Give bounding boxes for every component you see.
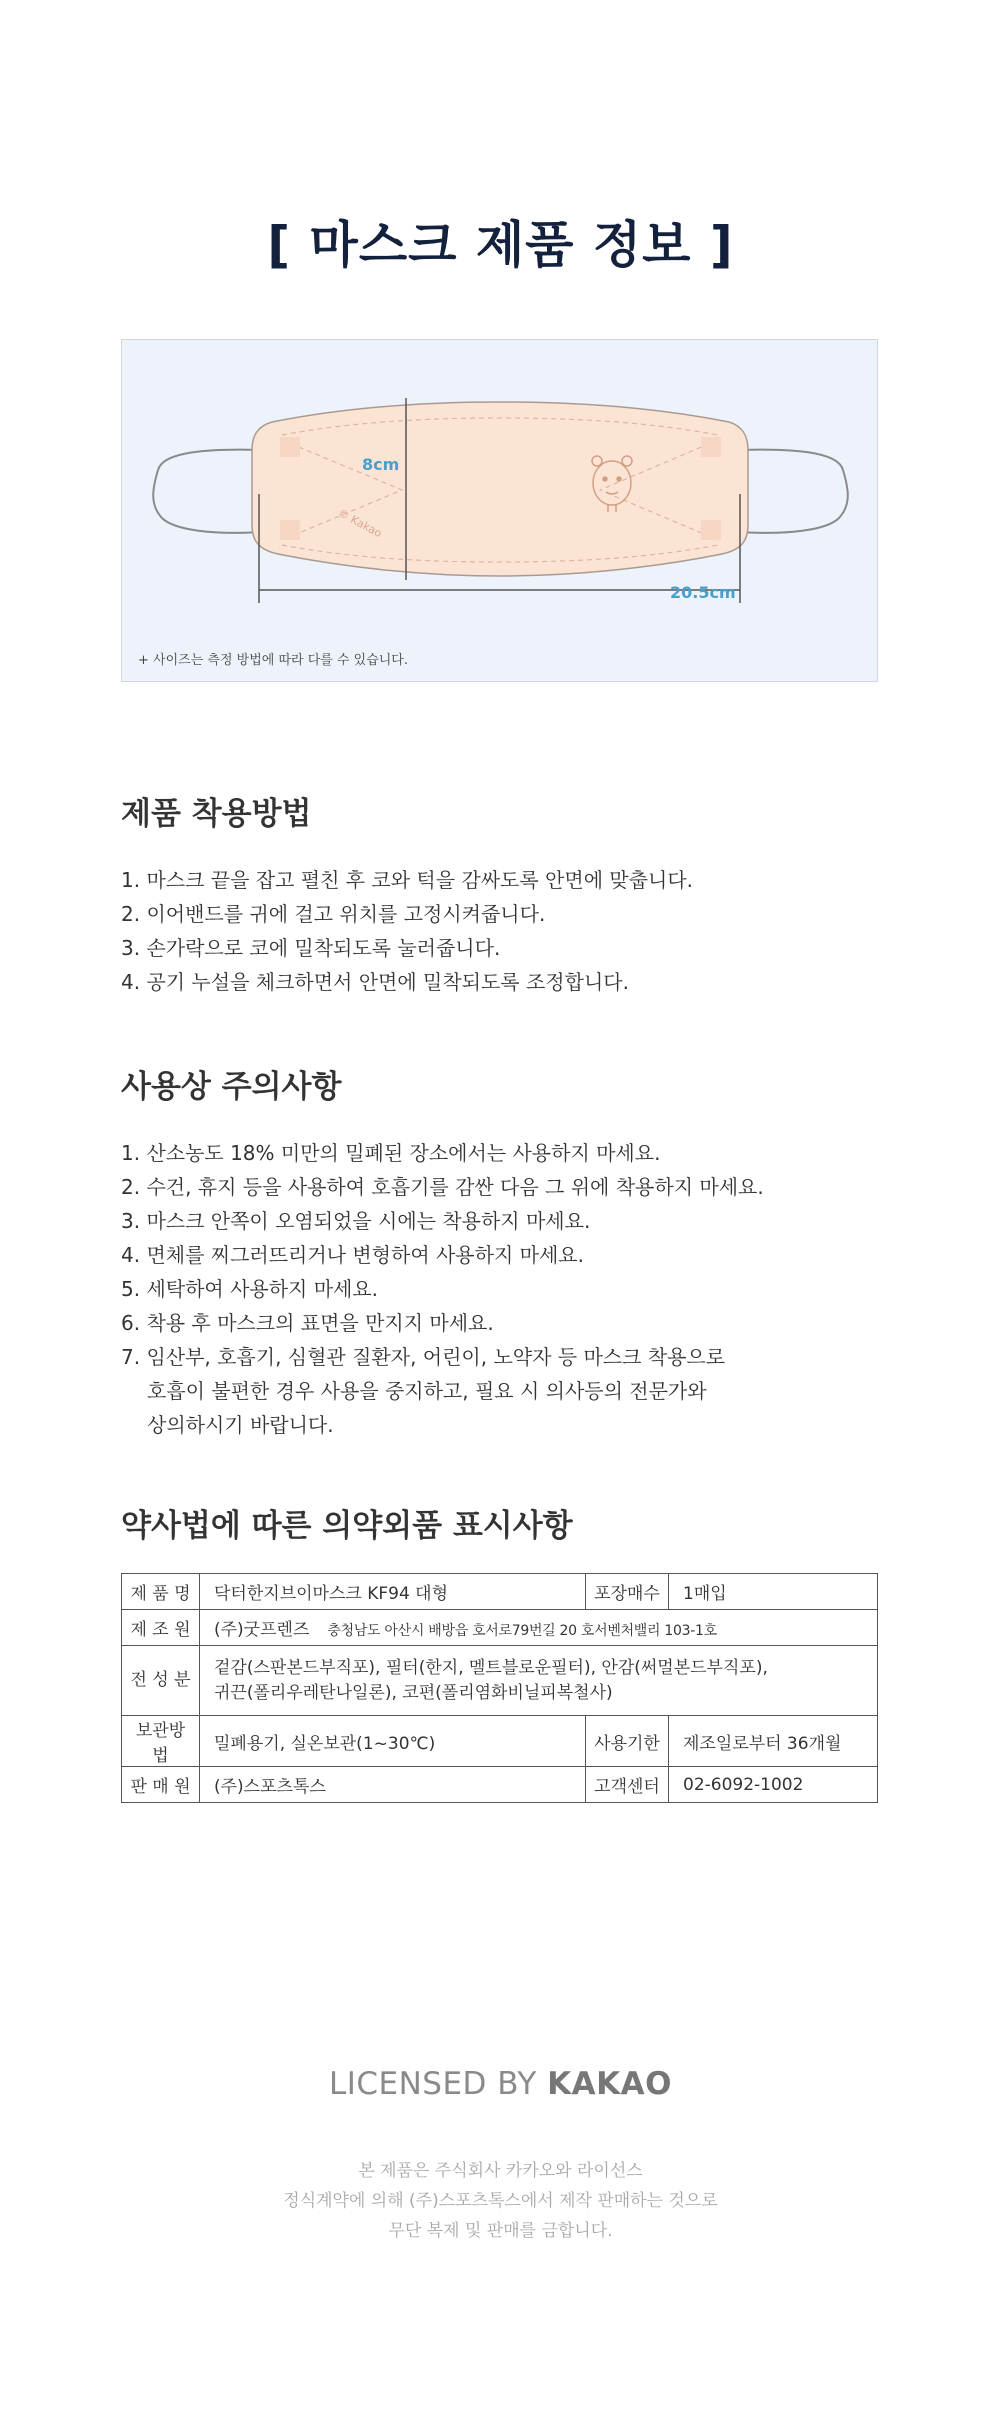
table-cell: 밀폐용기, 실온보관(1~30℃) xyxy=(200,1716,586,1767)
mask-illustration xyxy=(122,340,879,683)
table-cell: 제조일로부터 36개월 xyxy=(669,1716,878,1767)
table-row xyxy=(122,1716,878,1767)
license-note-line: 정식계약에 의해 (주)스포츠톡스에서 제작 판매하는 것으로 xyxy=(283,2191,718,2211)
table-header-cell: 판 매 원 xyxy=(122,1767,200,1803)
list-item: 6. 착용 후 마스크의 표면을 만지지 마세요. xyxy=(121,1311,494,1335)
list-item: 1. 산소농도 18% 미만의 밀폐된 장소에서는 사용하지 마세요. xyxy=(121,1141,661,1165)
caution-list xyxy=(121,1136,764,1442)
table-header-cell: 제 조 원 xyxy=(122,1610,200,1646)
size-note: + 사이즈는 측정 방법에 따라 다를 수 있습니다. xyxy=(138,653,408,668)
label-title: 약사법에 따른 의약외품 표시사항 xyxy=(121,1508,573,1544)
list-item-line: 7. 임산부, 호흡기, 심혈관 질환자, 어린이, 노약자 등 마스크 착용으로 xyxy=(121,1345,726,1369)
brand-mark: © Kakao xyxy=(335,506,384,541)
caution-title: 사용상 주의사항 xyxy=(121,1069,342,1105)
license-note-line: 본 제품은 주식회사 카카오와 라이선스 xyxy=(358,2161,643,2181)
license-heading xyxy=(0,2066,1001,2102)
table-cell: (주)스포츠톡스 xyxy=(200,1767,586,1803)
right-ear-loop xyxy=(739,450,848,533)
mask-size-figure xyxy=(121,339,878,682)
license-prefix: LICENSED BY xyxy=(328,2066,548,2102)
list-item: 4. 공기 누설을 체크하면서 안면에 밀착되도록 조정합니다. xyxy=(121,970,629,994)
table-header-cell: 포장매수 xyxy=(586,1574,669,1610)
table-cell: 닥터한지브이마스크 KF94 대형 xyxy=(200,1574,586,1610)
maker-address: 충청남도 아산시 배방읍 호서로79번길 20 호서벤처밸리 103-1호 xyxy=(327,1623,717,1639)
list-item-line: 호흡이 불편한 경우 사용을 중지하고, 필요 시 의사등의 전문가와 xyxy=(147,1379,707,1403)
list-item xyxy=(121,1340,764,1442)
list-item: 1. 마스크 끝을 잡고 펼친 후 코와 턱을 감싸도록 안면에 맞춥니다. xyxy=(121,868,694,892)
table-row xyxy=(122,1767,878,1803)
table-header-cell: 사용기한 xyxy=(586,1716,669,1767)
list-item: 2. 이어밴드를 귀에 걸고 위치를 고정시켜줍니다. xyxy=(121,902,546,926)
width-label: 20.5cm xyxy=(670,583,736,602)
list-item: 3. 손가락으로 코에 밀착되도록 눌러줍니다. xyxy=(121,936,501,960)
table-cell: 02-6092-1002 xyxy=(669,1767,878,1803)
wearing-title: 제품 착용방법 xyxy=(121,796,312,832)
table-cell: 1매입 xyxy=(669,1574,878,1610)
table-header-cell: 제 품 명 xyxy=(122,1574,200,1610)
product-label-table xyxy=(121,1573,878,1803)
list-item: 3. 마스크 안쪽이 오염되었을 시에는 착용하지 마세요. xyxy=(121,1209,591,1233)
license-note xyxy=(0,2156,1001,2246)
table-header-cell: 고객센터 xyxy=(586,1767,669,1803)
maker-name: (주)굿프렌즈 xyxy=(214,1620,310,1640)
table-cell xyxy=(200,1646,878,1716)
table-header-cell: 전 성 분 xyxy=(122,1646,200,1716)
ingredients-line: 귀끈(폴리우레탄나일론), 코편(폴리염화비닐피복철사) xyxy=(214,1682,613,1703)
license-note-line: 무단 복제 및 판매를 금합니다. xyxy=(388,2221,613,2241)
table-header-cell: 보관방법 xyxy=(122,1716,200,1767)
height-label: 8cm xyxy=(362,455,400,474)
table-row xyxy=(122,1646,878,1716)
mask-body xyxy=(252,402,748,576)
list-item-line: 상의하시기 바랍니다. xyxy=(147,1413,334,1437)
left-ear-loop xyxy=(153,450,262,533)
license-brand: KAKAO xyxy=(547,2066,673,2102)
list-item: 2. 수건, 휴지 등을 사용하여 호흡기를 감싼 다음 그 위에 착용하지 마세요. xyxy=(121,1175,764,1199)
table-cell xyxy=(200,1610,878,1646)
list-item: 5. 세탁하여 사용하지 마세요. xyxy=(121,1277,379,1301)
list-item: 4. 면체를 찌그러뜨리거나 변형하여 사용하지 마세요. xyxy=(121,1243,584,1267)
wearing-list xyxy=(121,863,693,999)
table-row xyxy=(122,1574,878,1610)
table-row xyxy=(122,1610,878,1646)
page-title: [ 마스크 제품 정보 ] xyxy=(267,216,734,274)
ingredients-line: 겉감(스판본드부직포), 필터(한지, 멜트블로운필터), 안감(써멀본드부직포), xyxy=(214,1657,768,1678)
